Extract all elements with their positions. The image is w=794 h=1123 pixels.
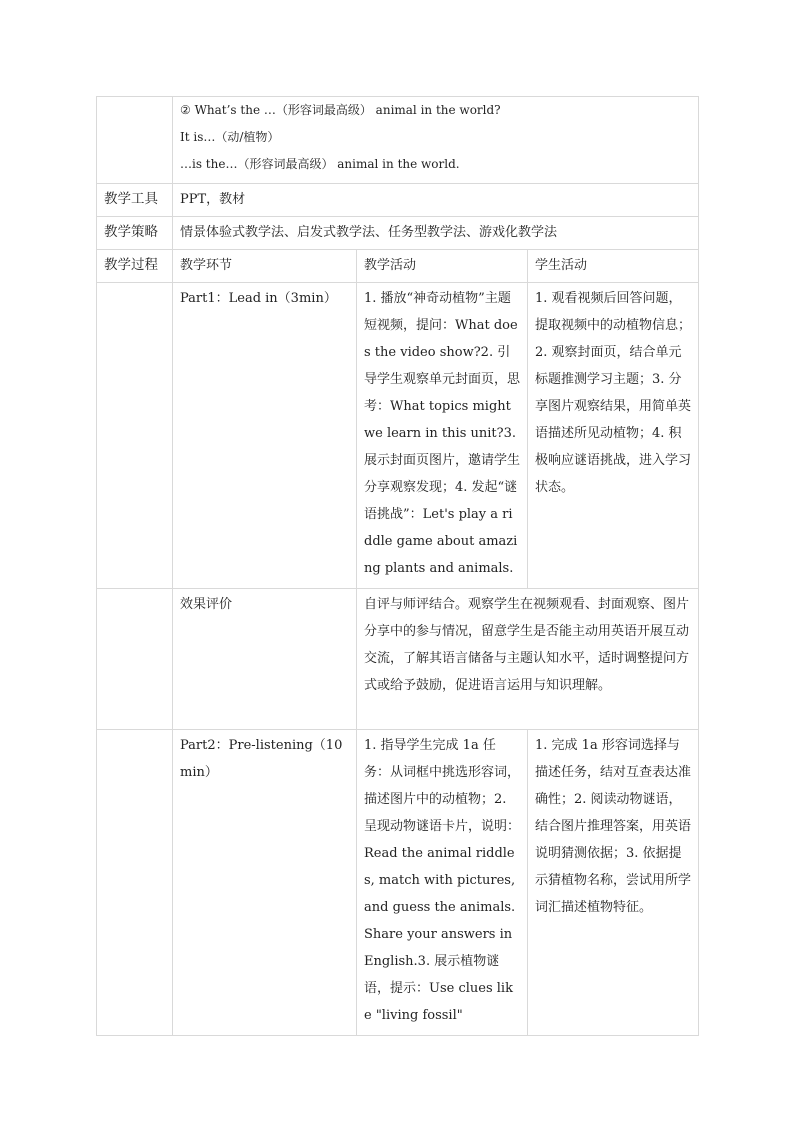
part2-teacher-activity: 1. 指导学生完成 1a 任务：从词框中挑选形容词，描述图片中的动植物；2. 呈现动物谜语卡片，说明：Read the animal riddles, match with pictures, and guess the animals. Share your answers in English.3. 展示植物谜语，提示：Use clues like "living fossil" [357,730,528,1036]
empty-label-cell [97,97,173,184]
part2-student-activity: 1. 完成 1a 形容词选择与描述任务，结对互查表达准确性；2. 阅读动物谜语，结合图片推理答案，用英语说明猜测依据；3. 依据提示猜植物名称，尝试用所学词汇描述植物特征。 [528,730,699,1036]
lesson-plan-table [96,96,699,1036]
teaching-process-label: 教学过程 [97,250,173,283]
evaluation-label: 效果评价 [173,589,357,730]
teaching-tools-label: 教学工具 [97,184,173,217]
empty-label-cell [97,283,173,589]
sentence-pattern-3: …is the…（形容词最高级） animal in the world. [180,157,460,171]
teaching-process-header-row [97,250,699,283]
part1-student-activity: 1. 观看视频后回答问题，提取视频中的动植物信息；2. 观察封面页，结合单元标题推测学习主题；3. 分享图片观察结果，用简单英语描述所见动植物；4. 积极响应谜语挑战，进入学习状态。 [528,283,699,589]
column-header-stage: 教学环节 [173,250,357,283]
teaching-strategy-value: 情景体验式教学法、启发式教学法、任务型教学法、游戏化教学法 [173,217,699,250]
column-header-student-activity: 学生活动 [528,250,699,283]
evaluation-row [97,589,699,730]
teaching-tools-row [97,184,699,217]
part2-row [97,730,699,1036]
teaching-strategy-label: 教学策略 [97,217,173,250]
sentence-patterns-cell [173,97,699,184]
part1-teacher-activity: 1. 播放“神奇动植物”主题短视频，提问：What does the video show?2. 引导学生观察单元封面页，思考：What topics might we learn in this unit?3. 展示封面页图片，邀请学生分享观察发现；4. 发起“谜语挑战”：Let's play a riddle game about amazing plants and animals. [357,283,528,589]
column-header-teacher-activity: 教学活动 [357,250,528,283]
evaluation-text: 自评与师评结合。观察学生在视频观看、封面观察、图片分享中的参与情况，留意学生是否能主动用英语开展互动交流，了解其语言储备与主题认知水平，适时调整提问方式或给予鼓励，促进语言运用与知识理解。 [357,589,699,730]
sentence-patterns-row [97,97,699,184]
part1-row [97,283,699,589]
sentence-pattern-2: It is…（动/植物） [180,130,280,144]
teaching-tools-value: PPT，教材 [173,184,699,217]
empty-label-cell [97,589,173,730]
teaching-strategy-row [97,217,699,250]
sentence-pattern-1: ② What’s the …（形容词最高级） animal in the world? [180,103,501,117]
part1-stage: Part1：Lead in（3min） [173,283,357,589]
empty-label-cell [97,730,173,1036]
part2-stage: Part2：Pre-listening（10min） [173,730,357,1036]
